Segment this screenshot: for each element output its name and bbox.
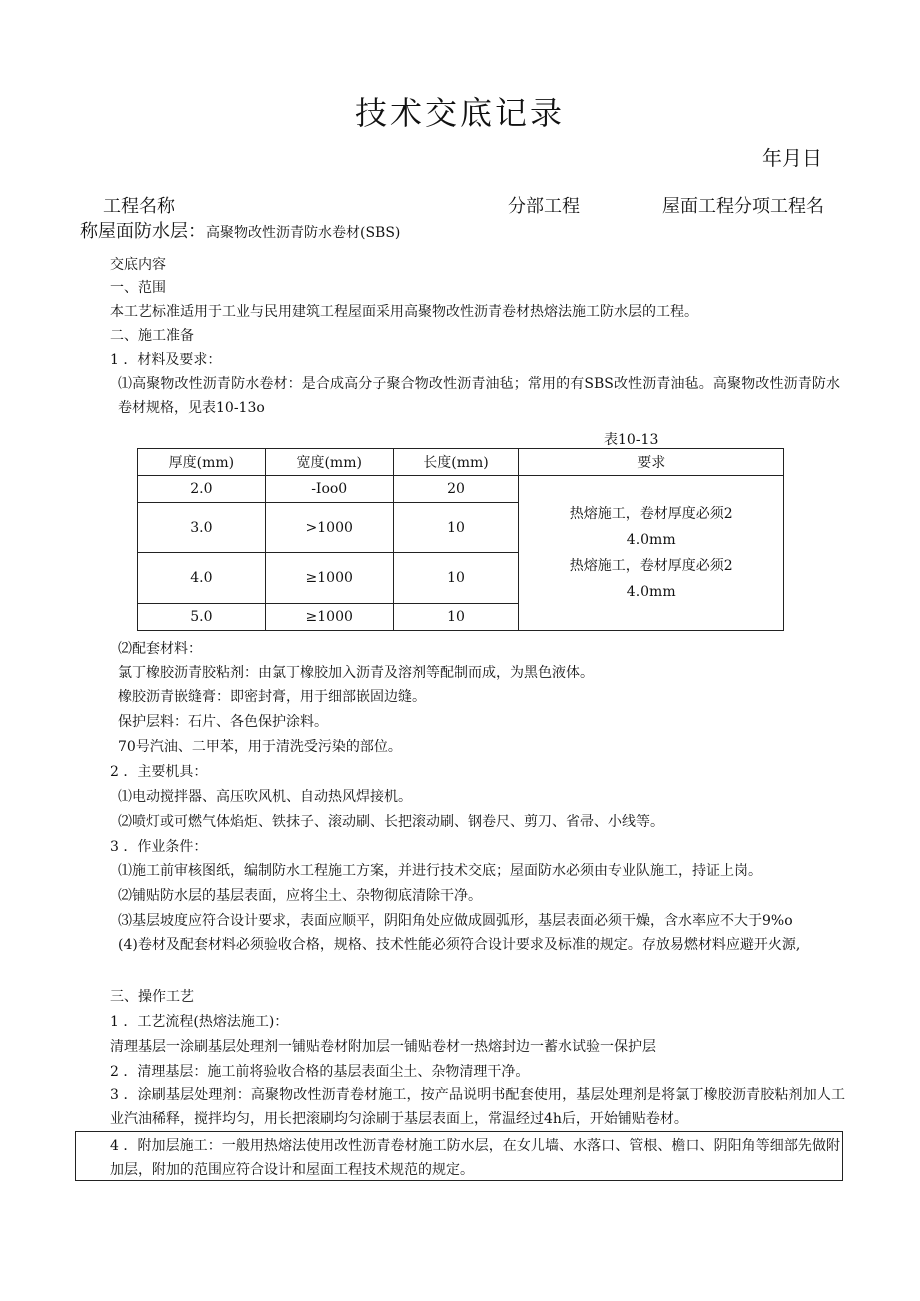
cell-length: 10	[393, 503, 519, 553]
material-solvent: 70号汽油、二甲苯，用于清洗受污染的部位。	[118, 739, 402, 755]
section-3-title: 三、操作工艺	[110, 989, 194, 1005]
clean-base: 2 ．清理基层：施工前将验收合格的基层表面尘土、杂物清理干净。	[110, 1064, 530, 1080]
section-1-text: 本工艺标准适用于工业与民用建筑工程屋面采用高聚物改性沥青卷材热熔法施工防水层的工程。	[110, 304, 698, 320]
tools-item-2: ⑵喷灯或可燃气体焰炬、铁抹子、滚动刷、长把滚动刷、钢卷尺、剪刀、省帚、小线等。	[118, 814, 664, 830]
header-width: 宽度(mm)	[265, 449, 393, 476]
cell-thickness: 3.0	[138, 503, 266, 553]
cell-requirement	[519, 476, 784, 631]
project-name-label: 工程名称	[103, 196, 175, 217]
cell-thickness: 5.0	[138, 604, 266, 631]
conditions-title: 3 ．作业条件：	[110, 839, 208, 855]
process-title: 1 ．工艺流程(热熔法施工)：	[110, 1014, 289, 1030]
material-adhesive: 氯丁橡胶沥青胶粘剂：由氯丁橡胶加入沥青及溶剂等配制而成，为黑色液体。	[118, 665, 594, 681]
cell-width: ≥1000	[265, 604, 393, 631]
section-1-title: 一、范围	[110, 280, 166, 296]
section-2-1-title: 1 ．材料及要求：	[110, 352, 222, 368]
cell-length: 20	[393, 476, 519, 503]
header-thickness: 厚度(mm)	[138, 449, 266, 476]
subitem-value: 高聚物改性沥青防水卷材(SBS)	[206, 225, 401, 241]
additional-layer-text: 4 ．附加层施工：一般用热熔法使用改性沥青卷材施工防水层，在女儿墙、水落口、管根、檐口、阴阳角等细部先做附加层，附加的范围应符合设计和屋面工程技术规范的规定。	[110, 1138, 840, 1178]
roof-label: 屋面工程分项工程名	[662, 196, 824, 217]
primer-coating: 3 ．涂刷基层处理剂：高聚物改性沥青卷材施工，按产品说明书配套使用，基层处理剂是将氯丁橡胶沥青胶粘剂加人工业汽油稀释，搅拌均匀，用长把滚刷均匀涂刷于基层表面上，常温经过4h后，开始铺贴卷材。	[110, 1087, 845, 1127]
tools-title: 2 ．主要机具：	[110, 764, 208, 780]
date-label: 年月日	[762, 146, 822, 170]
condition-2: ⑵铺贴防水层的基层表面，应将尘土、杂物彻底清除干净。	[118, 888, 482, 904]
cell-width: ≥1000	[265, 553, 393, 604]
section-2-title: 二、施工准备	[110, 328, 194, 344]
table-header-row	[138, 449, 784, 476]
boxed-paragraph	[75, 1131, 843, 1181]
header-length: 长度(mm)	[393, 449, 519, 476]
requirement-line: 热熔施工，卷材厚度必须2	[569, 558, 733, 574]
process-flow: 清理基层一涂刷基层处理剂一铺贴卷材附加层一铺贴卷材一热熔封边一蓄水试验一保护层	[110, 1039, 656, 1055]
cell-thickness: 4.0	[138, 553, 266, 604]
condition-3: ⑶基层坡度应符合设计要求，表面应顺平，阴阳角处应做成圆弧形，基层表面必须干燥，含水率应不大于9%o	[118, 913, 793, 929]
subitem-line	[80, 217, 400, 243]
material-sealant: 橡胶沥青嵌缝膏：即密封膏，用于细部嵌固边缝。	[118, 689, 426, 705]
condition-4: (4)卷材及配套材料必须验收合格，规格、技术性能必须符合设计要求及标准的规定。存放易燃材料应避开火源,	[118, 937, 801, 953]
requirement-line: 4.0mm	[626, 532, 676, 548]
table-row	[138, 476, 784, 503]
header-requirement: 要求	[519, 449, 784, 476]
table-caption: 表10-13	[604, 432, 659, 448]
cell-width: -Ioo0	[265, 476, 393, 503]
cell-width: >1000	[265, 503, 393, 553]
cell-length: 10	[393, 553, 519, 604]
content-label: 交底内容	[110, 257, 166, 273]
cell-thickness: 2.0	[138, 476, 266, 503]
subitem-prefix: 称屋面防水层：	[80, 221, 206, 242]
requirement-line: 热熔施工，卷材厚度必须2	[569, 506, 733, 522]
division-label: 分部工程	[508, 196, 580, 217]
material-protection: 保护层料：石片、各色保护涂料。	[118, 714, 328, 730]
condition-1: ⑴施工前审核图纸，编制防水工程施工方案，并进行技术交底；屋面防水必须由专业队施工，持证上岗。	[118, 863, 762, 879]
section-2-1-paragraph: ⑴高聚物改性沥青防水卷材：是合成高分子聚合物改性沥青油毡；常用的有SBS改性沥青油毡。高聚物改性沥青防水卷材规格，见表10-13o	[118, 376, 840, 416]
materials-title: ⑵配套材料：	[118, 641, 202, 657]
spec-table	[137, 448, 784, 631]
cell-length: 10	[393, 604, 519, 631]
tools-item-1: ⑴电动搅拌器、高压吹风机、自动热风焊接机。	[118, 789, 412, 805]
page-title: 技术交底记录	[354, 94, 565, 132]
requirement-line: 4.0mm	[626, 584, 676, 600]
